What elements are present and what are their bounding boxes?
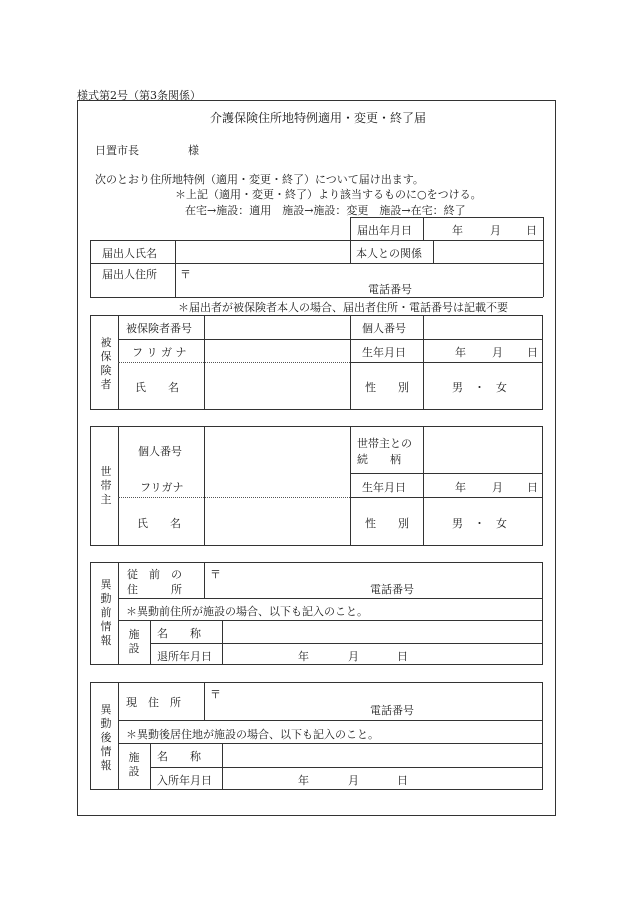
move-in-year-unit: 年 [298, 774, 309, 787]
household-personal-number-label: 個人番号 [138, 445, 182, 458]
move-in-day-unit: 日 [397, 774, 408, 787]
household-head-section-label: 世 帯 主 [100, 465, 112, 506]
applicant-name-label: 届出人氏名 [102, 247, 157, 260]
applicant-note: ＊届出者が被保険者本人の場合、届出者住所・電話番号は記載不要 [178, 301, 508, 314]
case-legend: 在宅→施設：適用 施設→施設：変更 施設→在宅：終了 [185, 204, 466, 217]
move-out-day-unit: 日 [397, 650, 408, 663]
insured-sex-options: 男 ・ 女 [452, 381, 507, 394]
household-birth-year-unit: 年 [455, 481, 466, 494]
prior-phone-label: 電話番号 [370, 583, 414, 596]
current-phone-label: 電話番号 [370, 704, 414, 717]
household-name-label: 氏 名 [137, 517, 181, 530]
insured-name-label: 氏 名 [135, 381, 179, 394]
after-facility-label: 施 設 [128, 751, 140, 778]
move-in-date-label: 入所年月日 [157, 774, 212, 787]
form-number: 様式第2号（第3条関係） [77, 89, 201, 102]
household-relation-label-line1: 世帯主との [357, 437, 412, 450]
household-relation-label-line2: 続 柄 [357, 453, 401, 466]
move-out-year-unit: 年 [298, 650, 309, 663]
form-title: 介護保険住所地特例適用・変更・終了届 [210, 111, 427, 125]
current-postal-mark: 〒 [210, 688, 221, 701]
insured-birth-day-unit: 日 [527, 346, 538, 359]
circle-instruction: ＊上記（適用・変更・終了）より該当するものに○をつける。 [175, 188, 482, 201]
insured-section-label: 被 保 険 者 [100, 336, 112, 391]
insured-birth-year-unit: 年 [455, 346, 466, 359]
prior-postal-mark: 〒 [210, 568, 221, 581]
current-address-label: 現 住 所 [126, 696, 181, 709]
insured-furigana-label: フ リ ガ ナ [132, 346, 187, 359]
household-sex-options: 男 ・ 女 [452, 517, 507, 530]
before-facility-label: 施 設 [128, 628, 140, 655]
before-move-section-label: 異 動 前 情 報 [100, 578, 112, 647]
insured-birth-label: 生年月日 [362, 346, 406, 359]
honorific: 様 [188, 144, 199, 157]
household-birth-label: 生年月日 [362, 481, 406, 494]
submission-year-unit: 年 [452, 224, 463, 237]
before-move-note: ＊異動前住所が施設の場合、以下も記入のこと。 [126, 605, 368, 618]
applicant-phone-label: 電話番号 [368, 283, 412, 296]
intro-text: 次のとおり住所地特例（適用・変更・終了）について届け出ます。 [95, 173, 424, 186]
move-out-date-label: 退所年月日 [157, 650, 212, 663]
insured-birth-month-unit: 月 [492, 346, 503, 359]
household-furigana-label: フリガナ [140, 481, 184, 494]
household-birth-month-unit: 月 [492, 481, 503, 494]
after-move-note: ＊異動後居住地が施設の場合、以下も記入のこと。 [126, 728, 379, 741]
applicant-address-label: 届出人住所 [102, 268, 157, 281]
submission-month-unit: 月 [490, 224, 501, 237]
insured-number-label: 被保険者番号 [126, 322, 192, 335]
move-in-month-unit: 月 [348, 774, 359, 787]
relation-label: 本人との関係 [356, 247, 422, 260]
after-move-section-label: 異 動 後 情 報 [100, 703, 112, 772]
submission-day-unit: 日 [526, 224, 537, 237]
addressee: 日置市長 [95, 144, 139, 157]
insured-personal-number-label: 個人番号 [362, 322, 406, 335]
prior-address-label-line1: 従 前 の [127, 568, 182, 581]
insured-sex-label: 性 別 [365, 381, 409, 394]
after-facility-name-label: 名 称 [157, 750, 201, 763]
move-out-month-unit: 月 [348, 650, 359, 663]
applicant-postal-mark: 〒 [180, 268, 191, 281]
before-facility-name-label: 名 称 [157, 627, 201, 640]
submission-date-label: 届出年月日 [357, 224, 412, 237]
household-birth-day-unit: 日 [527, 481, 538, 494]
prior-address-label-line2: 住 所 [127, 583, 182, 596]
household-sex-label: 性 別 [365, 517, 409, 530]
